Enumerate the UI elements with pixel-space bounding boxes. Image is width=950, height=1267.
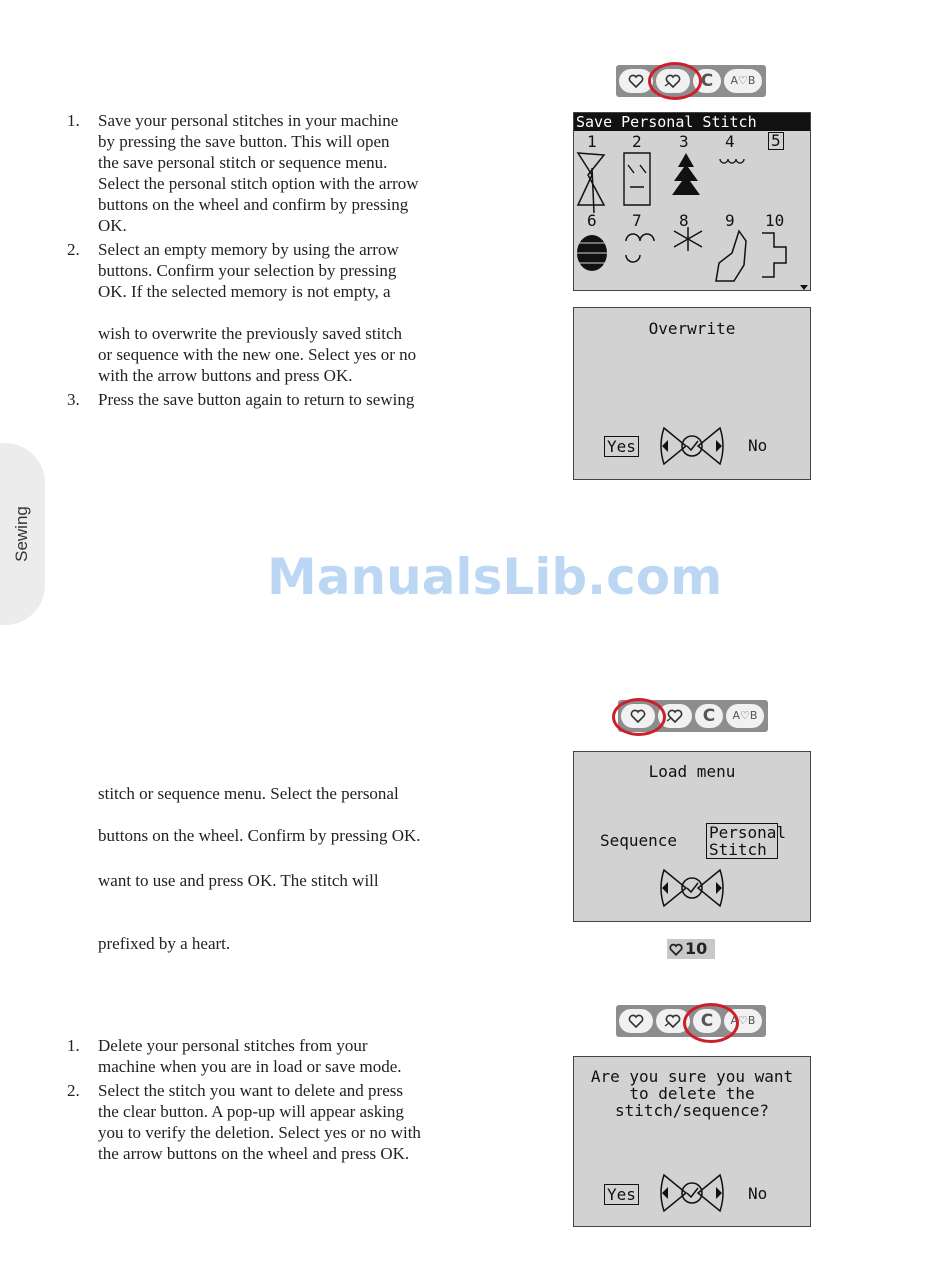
wheel-arrows-icon [658, 425, 726, 467]
heart-icon [669, 943, 683, 956]
sequence-button[interactable]: A♡B [724, 1009, 762, 1033]
overwrite-screen [573, 307, 811, 480]
wheel-arrows-icon [658, 1172, 726, 1214]
personal-stitch-option[interactable]: Personal Stitch [706, 823, 778, 859]
stitch-pattern-graphics [574, 113, 810, 290]
heart-icon [628, 74, 644, 88]
heart-save-icon [664, 1014, 682, 1028]
load-button[interactable] [619, 1009, 653, 1033]
side-tab-label: Sewing [12, 506, 31, 562]
load-line-4: prefixed by a heart. [98, 934, 231, 953]
no-option[interactable]: No [748, 436, 768, 455]
slot-1[interactable]: 1 [587, 132, 597, 151]
indicator-number: 10 [685, 939, 708, 958]
slot-10[interactable]: 10 [765, 211, 785, 230]
slot-3[interactable]: 3 [679, 132, 689, 151]
step-number: 3. [67, 390, 80, 409]
yes-option[interactable]: Yes [604, 436, 639, 457]
personal-stitch-indicator [667, 939, 715, 959]
load-line-3: want to use and press OK. The stitch will [98, 871, 379, 890]
save-personal-stitch-screen [573, 112, 811, 291]
sequence-option[interactable]: Sequence [600, 831, 678, 850]
step-text: Select the stitch you want to delete and press the clear button. A pop-up will appear asking you to verify the deletion. Select yes or no with the arrow buttons on the wheel and press OK. [98, 1081, 421, 1163]
step-text: Save your personal stitches in your machine by pressing the save button. This will open the save personal stitch or sequence menu. Select the personal stitch option with the arrow buttons on the wheel and confirm by pressing OK. [98, 111, 419, 235]
sequence-button[interactable]: A♡B [724, 69, 762, 93]
step-text: Press the save button again to return to sewing [98, 390, 415, 409]
highlight-ring [683, 1003, 739, 1043]
highlight-ring [648, 62, 702, 100]
step-number: 1. [67, 1036, 80, 1055]
sequence-button[interactable]: A♡B [726, 704, 764, 728]
wheel-arrows-icon [658, 867, 726, 909]
slot-6[interactable]: 6 [587, 211, 597, 230]
step-number: 1. [67, 111, 80, 130]
delete-question: Are you sure you want to delete the stitch/sequence? [590, 1067, 794, 1120]
step-text: Delete your personal stitches from your machine when you are in load or save mode. [98, 1036, 402, 1076]
slot-4[interactable]: 4 [725, 132, 735, 151]
yes-option[interactable]: Yes [604, 1184, 639, 1205]
step-number: 2. [67, 240, 80, 259]
delete-confirm-screen [573, 1056, 811, 1227]
slot-5-selected[interactable]: 5 [768, 132, 784, 150]
step-text: Select an empty memory by using the arrow buttons. Confirm your selection by pressing OK. If the selected memory is not empty, a [98, 240, 399, 301]
slot-9[interactable]: 9 [725, 211, 735, 230]
screen-title: Save Personal Stitch [574, 113, 810, 131]
load-menu-title: Load menu [648, 762, 736, 781]
step-number: 2. [67, 1081, 80, 1100]
clear-button[interactable]: C [693, 1009, 721, 1033]
slot-7[interactable]: 7 [632, 211, 642, 230]
load-menu-screen [573, 751, 811, 922]
side-tab [0, 443, 45, 625]
load-line-1: stitch or sequence menu. Select the personal [98, 784, 399, 803]
load-line-2: buttons on the wheel. Confirm by pressing OK. [98, 826, 421, 845]
step-text: wish to overwrite the previously saved stitch or sequence with the new one. Select yes or no with the arrow buttons and press OK. [98, 324, 417, 385]
highlight-ring [612, 698, 666, 736]
clear-button[interactable]: C [695, 704, 723, 728]
watermark: ManualsLib.com [267, 548, 723, 606]
clear-button[interactable]: C [693, 69, 721, 93]
slot-2[interactable]: 2 [632, 132, 642, 151]
slot-8[interactable]: 8 [679, 211, 689, 230]
heart-save-icon [666, 709, 684, 723]
overwrite-title: Overwrite [648, 319, 736, 338]
no-option[interactable]: No [748, 1184, 768, 1203]
heart-icon [628, 1014, 644, 1028]
